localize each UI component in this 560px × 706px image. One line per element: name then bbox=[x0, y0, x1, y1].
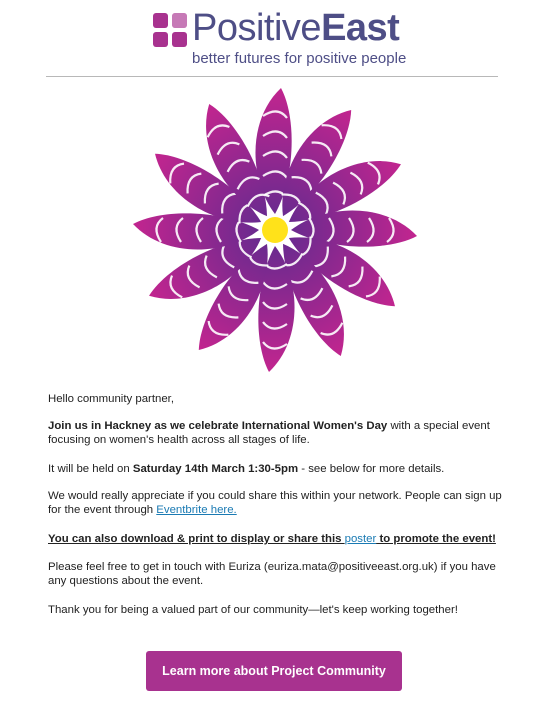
contact-paragraph: Please feel free to get in touch with Euriza (euriza.mata@positiveeast.org.uk) if you have any questions about the event. bbox=[48, 561, 496, 587]
logo-tagline: better futures for positive people bbox=[192, 50, 407, 67]
email-header bbox=[0, 0, 560, 80]
logo-wordmark: PositiveEast bbox=[192, 7, 400, 49]
greeting-text: Hello community partner, bbox=[48, 393, 174, 405]
positive-east-logo-icon bbox=[152, 12, 188, 48]
poster-paragraph: You can also download & print to display or share this poster to promote the event! bbox=[48, 533, 496, 545]
poster-link[interactable]: poster bbox=[344, 533, 377, 545]
thanks-paragraph: Thank you for being a valued part of our community—let's keep working together! bbox=[48, 604, 458, 616]
womens-day-flower-image bbox=[110, 80, 440, 380]
join-paragraph: Join us in Hackney as we celebrate International Women's Day with a special event focusing on women's health across all stages of life. bbox=[48, 420, 490, 446]
date-paragraph: It will be held on Saturday 14th March 1:30-5pm - see below for more details. bbox=[48, 463, 445, 475]
share-paragraph: We would really appreciate if you could share this within your network. People can sign up for the event through Eventbrite here. bbox=[48, 490, 502, 516]
learn-more-button[interactable]: Learn more about Project Community bbox=[146, 651, 402, 691]
eventbrite-link[interactable]: Eventbrite here. bbox=[156, 504, 237, 516]
header-divider bbox=[46, 76, 498, 77]
